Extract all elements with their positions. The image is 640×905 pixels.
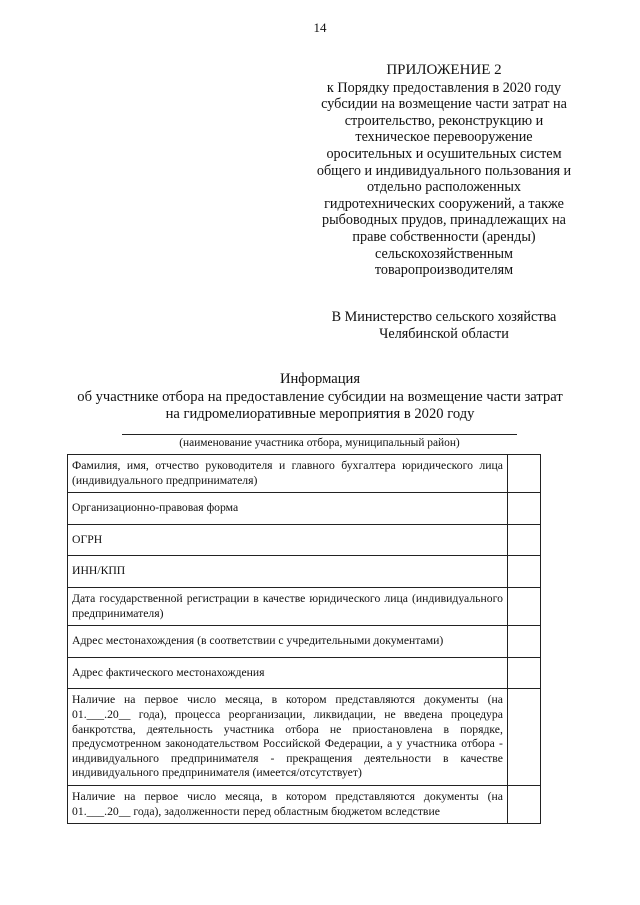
row-label: Наличие на первое число месяца, в котором представляются документы (на 01.___.20__ года), процесса реорганизации, ликвидации, не введена процедура банкротства, деятельность участника отбора не приостановлена в порядке, предусмотренном законодательством Российской Федерации, а у участника отбора - индивидуального предпринимателя - прекращения деятельности в качестве индивидуального предпринимателя (имеется/отсутствует) [68, 689, 508, 786]
document-heading [40, 371, 600, 424]
annex-line: рыбоводных прудов, принадлежащих на [322, 212, 566, 229]
annex-line: общего и индивидуального пользования и [316, 162, 572, 179]
annex-line: техническое перевооружение [355, 129, 533, 146]
row-value-cell [507, 493, 540, 525]
row-value-cell [507, 626, 540, 658]
annex-block [296, 62, 592, 279]
table-row [68, 524, 541, 556]
row-value-cell [507, 689, 540, 786]
table-row [68, 657, 541, 689]
table-row [68, 493, 541, 525]
row-label: Адрес фактического местонахождения [68, 657, 508, 689]
row-value-cell [507, 657, 540, 689]
row-label: Дата государственной регистрации в качестве юридического лица (индивидуального предпринимателя) [68, 587, 508, 625]
recipient-line: Челябинской области [379, 326, 509, 342]
row-label: Наличие на первое число месяца, в котором представляются документы (на 01.___.20__ года), задолженности перед областным бюджетом вследствие [68, 785, 508, 823]
row-value-cell [507, 524, 540, 556]
table-row [68, 626, 541, 658]
annex-line: оросительных и осушительных систем [326, 145, 562, 162]
annex-line: субсидии на возмещение части затрат на [321, 96, 567, 113]
participant-caption: (наименование участника отбора, муниципальный район) [179, 437, 460, 449]
row-label: Организационно-правовая форма [68, 493, 508, 525]
annex-line: строительство, реконструкцию и [344, 112, 544, 129]
heading-subtitle: об участнике отбора на предоставление субсидии на возмещение части затрат [77, 388, 563, 405]
annex-line: праве собственности (аренды) [352, 228, 536, 245]
row-value-cell [507, 587, 540, 625]
table-row [68, 556, 541, 588]
participant-fill-line [122, 434, 517, 435]
row-label: Фамилия, имя, отчество руководителя и главного бухгалтера юридического лица (индивидуального предпринимателя) [68, 455, 508, 493]
recipient-block [296, 309, 592, 343]
annex-line: отдельно расположенных [367, 179, 521, 196]
annex-line: к Порядку предоставления в 2020 году [326, 79, 562, 96]
row-value-cell [507, 556, 540, 588]
table-row [68, 785, 541, 823]
participant-info-table [67, 454, 541, 824]
table-row [68, 587, 541, 625]
annex-title: ПРИЛОЖЕНИЕ 2 [386, 62, 502, 78]
annex-line: товаропроизводителям [374, 262, 514, 279]
recipient-line: В Министерство сельского хозяйства [331, 309, 557, 325]
row-label: ИНН/КПП [68, 556, 508, 588]
row-value-cell [507, 455, 540, 493]
page-number: 14 [313, 20, 327, 35]
table-row [68, 455, 541, 493]
row-label: Адрес местонахождения (в соответствии с учредительными документами) [68, 626, 508, 658]
row-value-cell [507, 785, 540, 823]
annex-line: гидротехнических сооружений, а также [324, 195, 564, 212]
row-label: ОГРН [68, 524, 508, 556]
table-row [68, 689, 541, 786]
heading-subtitle: на гидромелиоративные мероприятия в 2020 году [165, 406, 475, 422]
heading-title: Информация [279, 371, 361, 387]
annex-line: сельскохозяйственным [374, 245, 513, 262]
